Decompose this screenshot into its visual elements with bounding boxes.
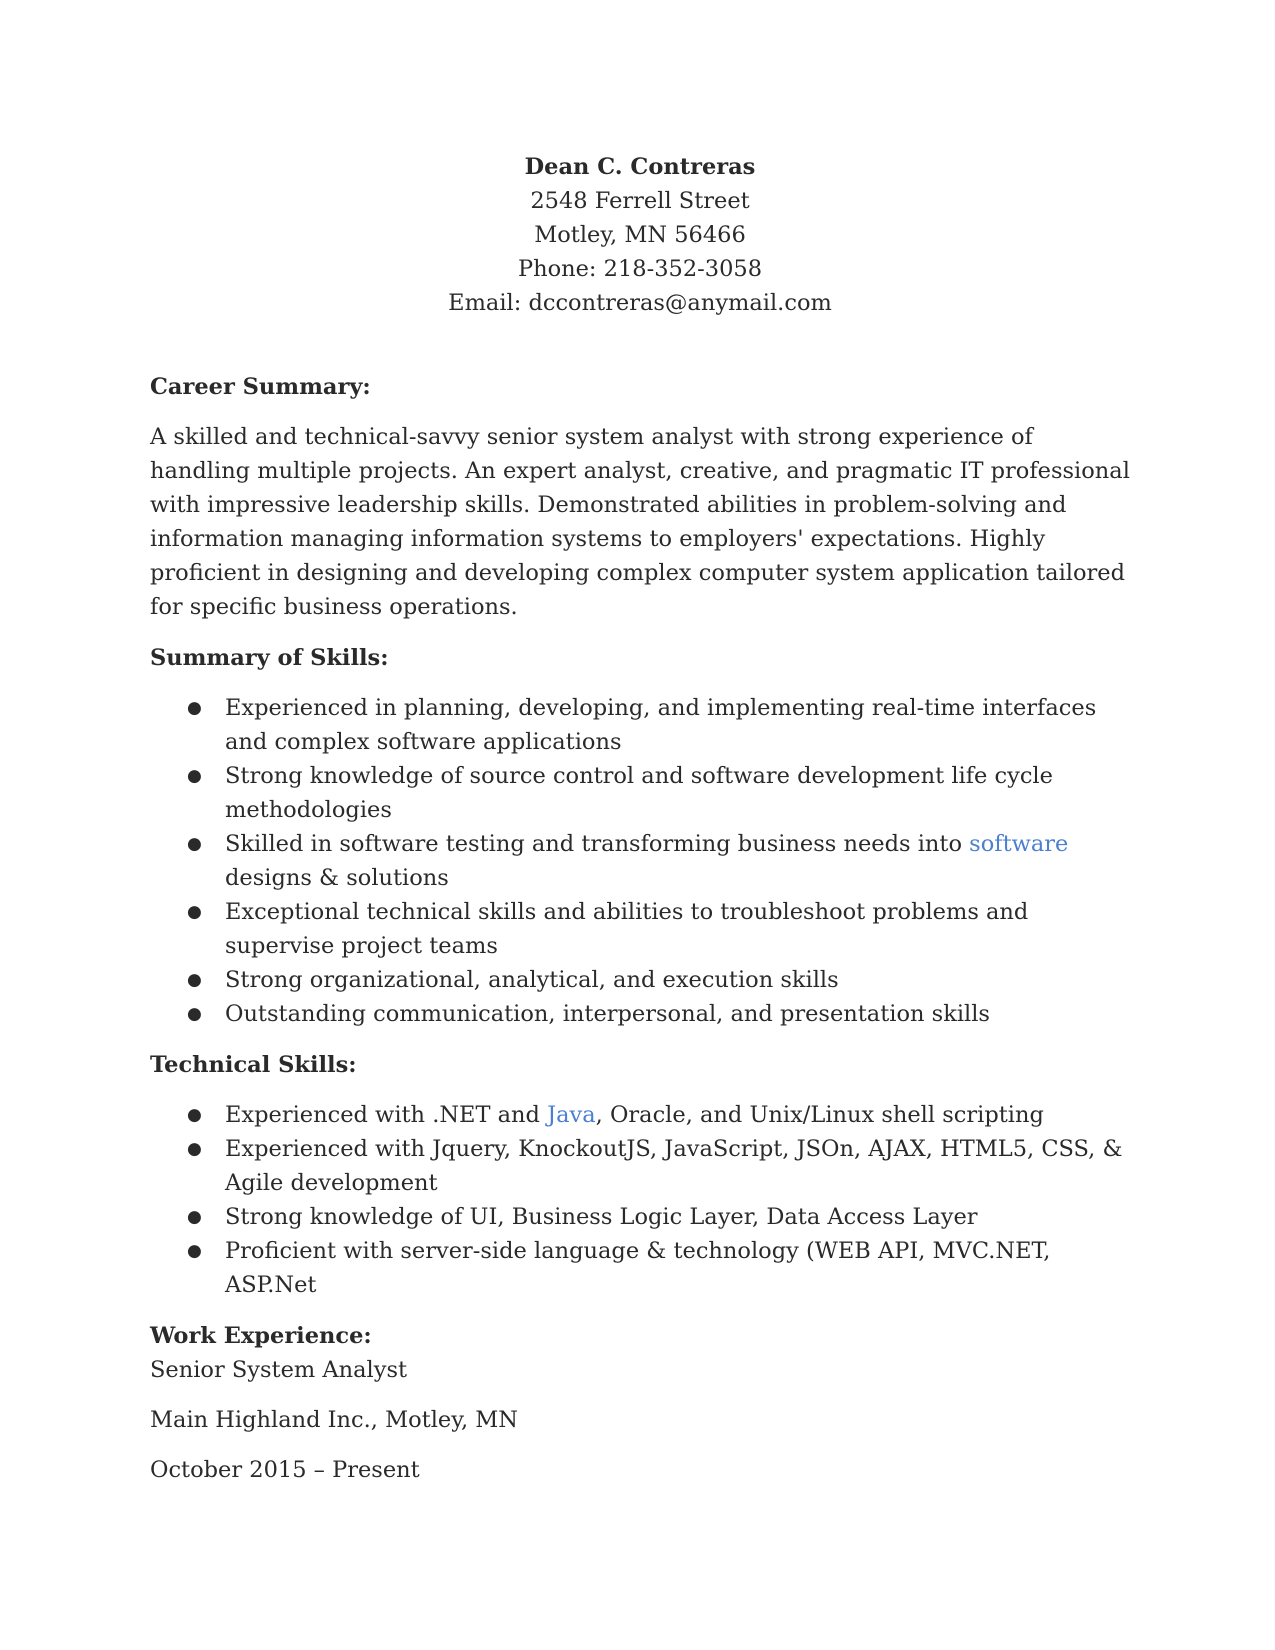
technical-skills-list (150, 1098, 1130, 1302)
summary-of-skills-heading: Summary of Skills: (150, 645, 389, 671)
list-item (150, 963, 1130, 997)
phone-number: Phone: 218-352-3058 (517, 256, 763, 282)
bullet-icon: ● (187, 1004, 202, 1024)
java-link[interactable]: Java (547, 1102, 596, 1128)
bullet-icon: ● (187, 1139, 202, 1159)
bullet-icon: ● (187, 1241, 202, 1261)
list-item-text: Proficient with server-side language & technology (WEB API, MVC.NET, ASP.Net (225, 1238, 1051, 1298)
list-item (150, 1200, 1130, 1234)
bullet-icon: ● (187, 970, 202, 990)
career-summary-heading: Career Summary: (150, 374, 371, 400)
list-item-text: Strong knowledge of source control and software development life cycle methodologies (225, 763, 1053, 823)
summary-of-skills-list (150, 691, 1130, 1031)
bullet-icon: ● (187, 1105, 202, 1125)
applicant-name: Dean C. Contreras (524, 154, 756, 180)
list-item-text: Outstanding communication, interpersonal, and presentation skills (225, 1001, 990, 1027)
list-item (150, 827, 1130, 895)
list-item (150, 1234, 1130, 1302)
list-item-text-before: Experienced with .NET and (225, 1102, 548, 1128)
list-item (150, 997, 1130, 1031)
list-item (150, 1098, 1130, 1132)
list-item (150, 895, 1130, 963)
resume-page (150, 150, 1130, 1487)
bullet-icon: ● (187, 766, 202, 786)
list-item-text: Strong knowledge of UI, Business Logic Layer, Data Access Layer (225, 1204, 978, 1230)
city-state-zip: Motley, MN 56466 (534, 222, 746, 248)
list-item-text: Exceptional technical skills and abilities to troubleshoot problems and supervise project teams (225, 899, 1029, 959)
job-title: Senior System Analyst (150, 1357, 408, 1383)
list-item (150, 759, 1130, 827)
bullet-icon: ● (187, 698, 202, 718)
bullet-icon: ● (187, 834, 202, 854)
bullet-icon: ● (187, 1207, 202, 1227)
career-summary-text: A skilled and technical-savvy senior system analyst with strong experience of handling multiple projects. An expert analyst, creative, and pragmatic IT professional with impressive leadership skills. Demonstrated abilities in problem-solving and information managing information systems to employers' expectations. Highly proficient in designing and developing complex computer system application tailored for specific business operations. (150, 424, 1130, 620)
company-location: Main Highland Inc., Motley, MN (150, 1407, 518, 1433)
list-item-text: Experienced with Jquery, KnockoutJS, JavaScript, JSOn, AJAX, HTML5, CSS, & Agile development (225, 1136, 1123, 1196)
email-address: Email: dccontreras@anymail.com (448, 290, 832, 316)
list-item (150, 1132, 1130, 1200)
technical-skills-heading: Technical Skills: (150, 1052, 357, 1078)
list-item-text-after: designs & solutions (225, 865, 449, 891)
work-experience-heading: Work Experience: (150, 1323, 372, 1349)
list-item-text: Experienced in planning, developing, and implementing real-time interfaces and complex software applications (225, 695, 1097, 755)
list-item-text-before: Skilled in software testing and transforming business needs into (225, 831, 970, 857)
street-address: 2548 Ferrell Street (530, 188, 750, 214)
list-item (150, 691, 1130, 759)
software-link[interactable]: software (969, 831, 1069, 857)
contact-header (150, 150, 1130, 320)
list-item-text: Strong organizational, analytical, and execution skills (225, 967, 839, 993)
bullet-icon: ● (187, 902, 202, 922)
employment-dates: October 2015 – Present (150, 1457, 420, 1483)
list-item-text-after: , Oracle, and Unix/Linux shell scripting (595, 1102, 1044, 1128)
